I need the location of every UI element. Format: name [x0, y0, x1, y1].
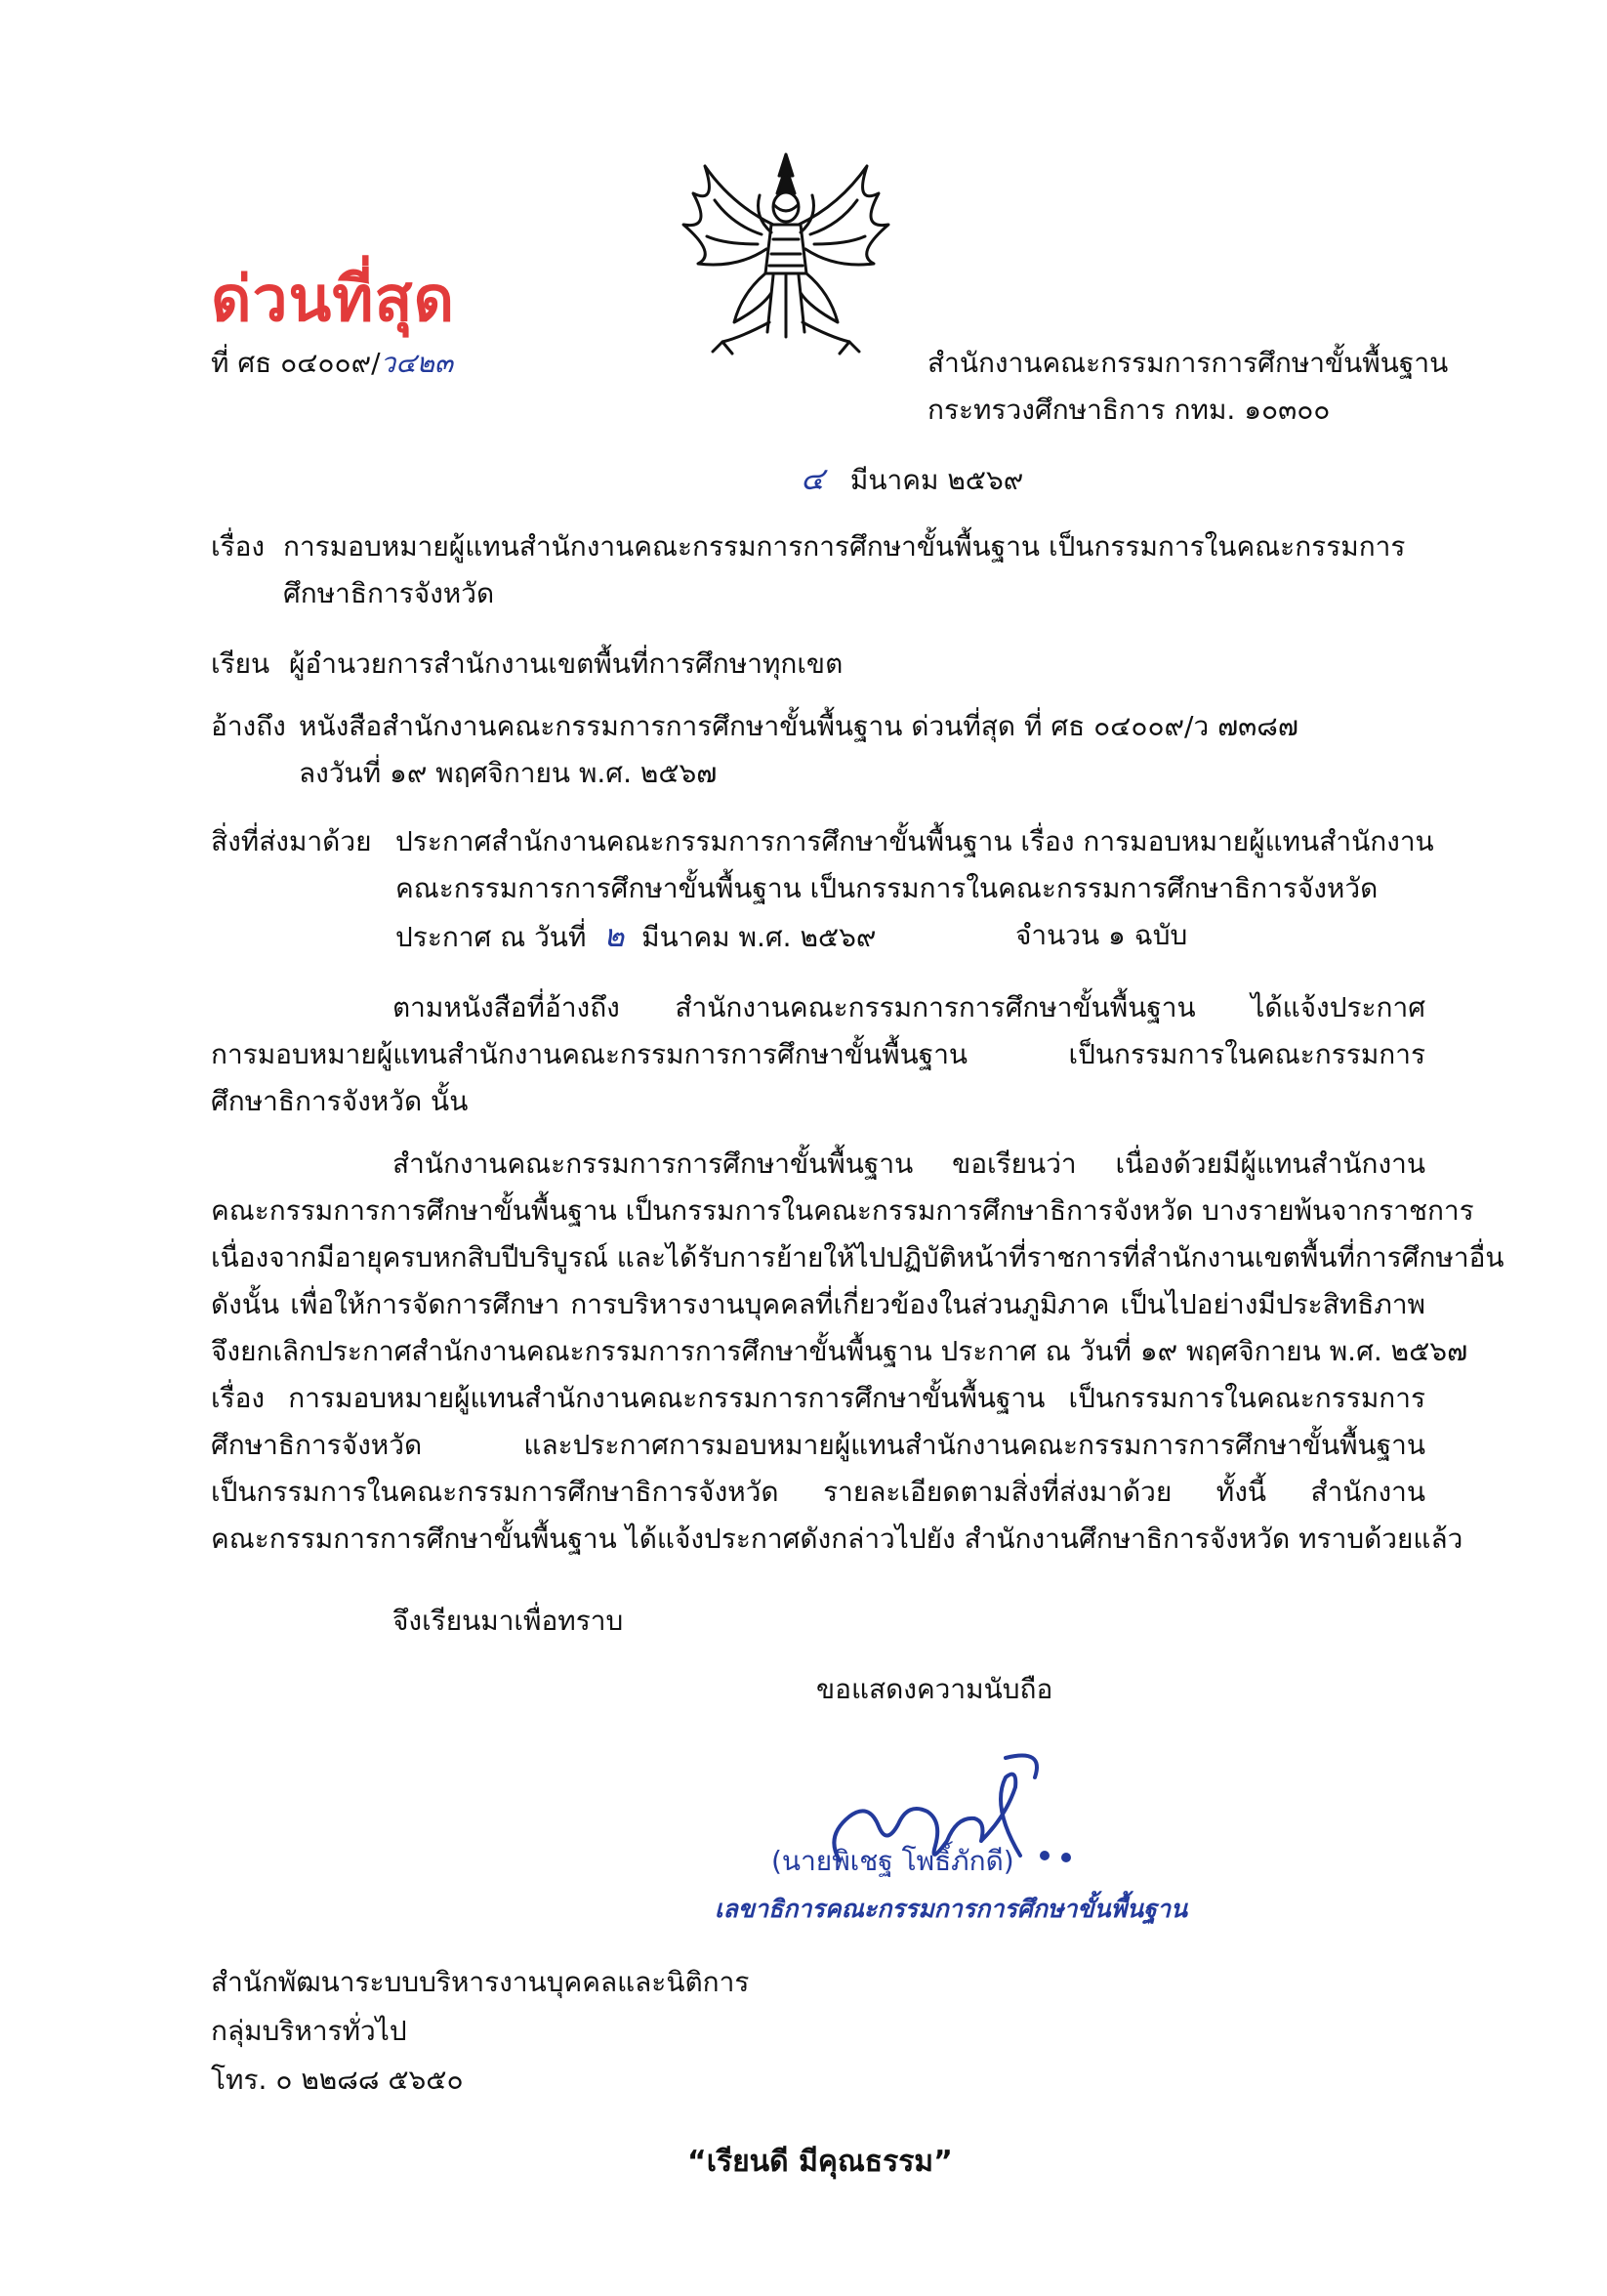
garuda-emblem-icon [664, 146, 908, 371]
to-text: ผู้อำนวยการสำนักงานเขตพื้นที่การศึกษาทุกเขต [289, 647, 844, 680]
body-paragraph-line: ศึกษาธิการจังหวัด และประกาศการมอบหมายผู้แทนสำนักงานคณะกรรมการการศึกษาขั้นพื้นฐาน [211, 1429, 1425, 1461]
body-paragraph-line: ศึกษาธิการจังหวัด นั้น [211, 1085, 469, 1117]
enclosure-line3: ประกาศ ณ วันที่ ๒ มีนาคม พ.ศ. ๒๕๖๙ [395, 917, 877, 954]
body-paragraph-1 [211, 984, 1425, 1125]
footer-phone: โทร. ๐ ๒๒๘๘ ๕๖๕๐ [211, 2064, 464, 2096]
urgency-stamp: ด่วนที่สุด [211, 263, 456, 336]
body-paragraph-line: เนื่องจากมีอายุครบหกสิบปีบริบูรณ์ และได้รับการย้ายให้ไปปฏิบัติหน้าที่ราชการที่สำนักงานเขตพื้นที่การศึกษาอื่น [211, 1241, 1504, 1273]
body-paragraph-line: การมอบหมายผู้แทนสำนักงานคณะกรรมการการศึกษาขั้นพื้นฐาน เป็นกรรมการในคณะกรรมการ [211, 1038, 1425, 1070]
subject-line2: ศึกษาธิการจังหวัด [283, 577, 495, 609]
closing-line: จึงเรียนมาเพื่อทราบ [392, 1605, 624, 1637]
agency-name: สำนักงานคณะกรรมการการศึกษาขั้นพื้นฐาน [927, 347, 1449, 379]
subject-label: เรื่อง [211, 530, 266, 563]
subject-line1: การมอบหมายผู้แทนสำนักงานคณะกรรมการการศึกษาขั้นพื้นฐาน เป็นกรรมการในคณะกรรมการ [283, 530, 1406, 563]
body-paragraph-line: เป็นกรรมการในคณะกรรมการศึกษาธิการจังหวัด รายละเอียดตามสิ่งที่ส่งมาด้วย ทั้งนี้ สำนักงาน [211, 1476, 1425, 1508]
document-number: ที่ ศธ ๐๔๐๐๙/ว๔๒๓ [211, 347, 454, 379]
regards: ขอแสดงความนับถือ [816, 1673, 1053, 1705]
agency-address: กระทรวงศึกษาธิการ กทม. ๑๐๓๐๐ [927, 394, 1331, 426]
enclosure-line2: คณะกรรมการการศึกษาขั้นพื้นฐาน เป็นกรรมการในคณะกรรมการศึกษาธิการจังหวัด [395, 872, 1379, 904]
footer-office: สำนักพัฒนาระบบบริหารงานบุคคลและนิติการ [211, 1966, 750, 1998]
footer-motto: “เรียนดี มีคุณธรรม” [687, 2145, 953, 2179]
enclosure-label: สิ่งที่ส่งมาด้วย [211, 825, 372, 857]
enclosure-day-handwritten: ๒ [603, 917, 625, 954]
body-paragraph-line: คณะกรรมการการศึกษาขั้นพื้นฐาน เป็นกรรมการในคณะกรรมการศึกษาธิการจังหวัด บางรายพ้นจากราชการ [211, 1194, 1474, 1227]
date-day-handwritten: ๔ [801, 460, 825, 497]
reference-line2: ลงวันที่ ๑๙ พฤศจิกายน พ.ศ. ๒๕๖๗ [299, 757, 718, 789]
body-paragraph-line: สำนักงานคณะกรรมการการศึกษาขั้นพื้นฐาน ขอเรียนว่า เนื่องด้วยมีผู้แทนสำนักงาน [392, 1148, 1425, 1180]
enclosure-line1: ประกาศสำนักงานคณะกรรมการการศึกษาขั้นพื้นฐาน เรื่อง การมอบหมายผู้แทนสำนักงาน [395, 825, 1434, 857]
signatory-name: (นายพิเชฐ โพธิ์ภักดี) [771, 1845, 1014, 1877]
reference-label: อ้างถึง [211, 710, 286, 742]
document-number-handwritten: ว๔๒๓ [380, 347, 454, 379]
signatory-position: เลขาธิการคณะกรรมการการศึกษาขั้นพื้นฐาน [715, 1895, 1188, 1923]
to-label: เรียน [211, 647, 270, 680]
body-paragraph-line: จึงยกเลิกประกาศสำนักงานคณะกรรมการการศึกษาขั้นพื้นฐาน ประกาศ ณ วันที่ ๑๙ พฤศจิกายน พ.ศ. ๒๕๖๗ [211, 1335, 1468, 1367]
body-paragraph-line: คณะกรรมการการศึกษาขั้นพื้นฐาน ได้แจ้งประกาศดังกล่าวไปยัง สำนักงานศึกษาธิการจังหวัด ทราบด้วยแล้ว [211, 1523, 1463, 1555]
body-paragraph-line: ดังนั้น เพื่อให้การจัดการศึกษา การบริหารงานบุคคลที่เกี่ยวข้องในส่วนภูมิภาค เป็นไปอย่างมีประสิทธิภาพ [211, 1288, 1425, 1320]
document-date: ๔ มีนาคม ๒๕๖๙ [801, 460, 1024, 497]
body-paragraph-2 [211, 1141, 1504, 1563]
footer-group: กลุ่มบริหารทั่วไป [211, 2015, 407, 2047]
body-paragraph-line: ตามหนังสือที่อ้างถึง สำนักงานคณะกรรมการการศึกษาขั้นพื้นฐาน ได้แจ้งประกาศ [392, 991, 1425, 1023]
enclosure-count: จำนวน ๑ ฉบับ [1015, 919, 1188, 951]
body-paragraph-line: เรื่อง การมอบหมายผู้แทนสำนักงานคณะกรรมการการศึกษาขั้นพื้นฐาน เป็นกรรมการในคณะกรรมการ [211, 1382, 1425, 1414]
reference-line1: หนังสือสำนักงานคณะกรรมการการศึกษาขั้นพื้นฐาน ด่วนที่สุด ที่ ศธ ๐๔๐๐๙/ว ๗๓๘๗ [299, 710, 1298, 742]
